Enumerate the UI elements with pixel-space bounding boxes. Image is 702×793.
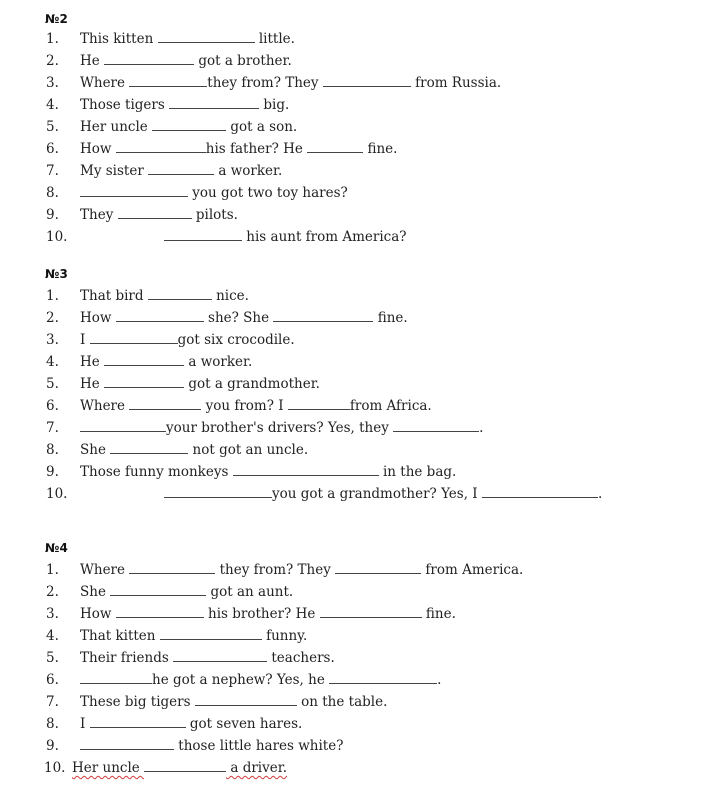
exercise-row <box>0 228 702 250</box>
answer-blank[interactable] <box>80 184 188 197</box>
item-text: He got a grandmother. <box>80 376 320 392</box>
answer-blank[interactable] <box>116 605 204 618</box>
item-number: 9. <box>46 464 59 480</box>
answer-blank[interactable] <box>273 309 373 322</box>
item-number: 10. <box>44 760 66 776</box>
item-text: I got six crocodile. <box>80 332 295 348</box>
item-number: 1. <box>46 288 59 304</box>
exercise-row <box>0 331 702 353</box>
item-text: She got an aunt. <box>80 584 294 600</box>
item-text: those little hares white? <box>80 737 343 755</box>
exercise-row <box>0 353 702 375</box>
answer-blank[interactable] <box>116 140 206 153</box>
item-text: Those funny monkeys in the bag. <box>80 464 457 480</box>
item-number: 10. <box>46 229 68 245</box>
item-number: 8. <box>46 716 59 732</box>
item-number: 8. <box>46 185 59 201</box>
item-text <box>72 759 287 777</box>
exercise-row <box>0 463 702 485</box>
exercise-row <box>0 118 702 140</box>
item-number: 4. <box>46 628 59 644</box>
item-number: 8. <box>46 442 59 458</box>
item-number: 6. <box>46 141 59 157</box>
item-text: he got a nephew? Yes, he . <box>80 671 441 689</box>
exercise-row <box>0 671 702 693</box>
item-text: These big tigers on the table. <box>80 694 388 710</box>
exercise-row <box>0 30 702 52</box>
exercise-row <box>0 309 702 331</box>
item-text: I got seven hares. <box>80 716 303 732</box>
answer-blank[interactable] <box>90 715 186 728</box>
answer-blank[interactable] <box>233 463 379 476</box>
answer-blank[interactable] <box>164 485 272 498</box>
exercise-row <box>0 140 702 162</box>
answer-blank[interactable] <box>335 561 421 574</box>
answer-blank[interactable] <box>129 397 201 410</box>
answer-blank[interactable] <box>129 74 207 87</box>
exercise-row <box>0 737 702 759</box>
item-number: 5. <box>46 119 59 135</box>
exercise-row <box>0 605 702 627</box>
exercise-row <box>0 583 702 605</box>
exercise-row <box>0 693 702 715</box>
item-text: How his father? He fine. <box>80 141 398 157</box>
exercise-row <box>0 715 702 737</box>
answer-blank[interactable] <box>329 671 437 684</box>
item-text: They pilots. <box>80 207 238 223</box>
answer-blank[interactable] <box>104 353 184 366</box>
item-number: 10. <box>46 486 68 502</box>
answer-blank[interactable] <box>393 419 479 432</box>
answer-blank[interactable] <box>288 397 350 410</box>
item-text: Those tigers big. <box>80 97 290 113</box>
exercise-row <box>0 206 702 228</box>
item-text: you got two toy hares? <box>80 184 348 202</box>
item-text: How his brother? He fine. <box>80 606 456 622</box>
item-text: your brother's drivers? Yes, they . <box>80 419 483 437</box>
answer-blank[interactable] <box>129 561 215 574</box>
answer-blank[interactable] <box>104 375 184 388</box>
answer-blank[interactable] <box>169 96 259 109</box>
answer-blank[interactable] <box>110 583 206 596</box>
answer-blank[interactable] <box>80 419 166 432</box>
item-number: 5. <box>46 376 59 392</box>
item-text: This kitten little. <box>80 31 295 47</box>
exercise-row <box>0 759 702 781</box>
exercise-row <box>0 561 702 583</box>
item-number: 2. <box>46 310 59 326</box>
answer-blank[interactable] <box>80 737 174 750</box>
item-text: How she? She fine. <box>80 310 408 326</box>
answer-blank[interactable] <box>80 671 152 684</box>
item-text: He a worker. <box>80 354 253 370</box>
exercise-row <box>0 184 702 206</box>
exercise-row <box>0 441 702 463</box>
exercise-row <box>0 74 702 96</box>
answer-blank[interactable] <box>158 30 255 43</box>
item-number: 4. <box>46 354 59 370</box>
item-text: you got a grandmother? Yes, I . <box>164 485 602 503</box>
exercise-row <box>0 162 702 184</box>
spellcheck-text: a driver. <box>226 760 287 776</box>
item-text: Where they from? They from America. <box>80 562 524 578</box>
item-text: He got a brother. <box>80 53 292 69</box>
item-number: 3. <box>46 332 59 348</box>
answer-blank[interactable] <box>323 74 411 87</box>
exercise-row <box>0 397 702 419</box>
answer-blank[interactable] <box>110 441 188 454</box>
answer-blank[interactable] <box>195 693 297 706</box>
spellcheck-text: Her uncle <box>72 760 145 776</box>
exercise-row <box>0 627 702 649</box>
answer-blank[interactable] <box>173 649 267 662</box>
section-title: №2 <box>45 12 68 26</box>
item-number: 6. <box>46 398 59 414</box>
item-text: That bird nice. <box>80 288 249 304</box>
item-number: 9. <box>46 207 59 223</box>
item-text: My sister a worker. <box>80 163 283 179</box>
item-text: Her uncle got a son. <box>80 119 298 135</box>
answer-blank[interactable] <box>90 331 178 344</box>
item-number: 2. <box>46 584 59 600</box>
item-number: 9. <box>46 738 59 754</box>
item-number: 1. <box>46 562 59 578</box>
item-number: 4. <box>46 97 59 113</box>
answer-blank[interactable] <box>160 627 262 640</box>
exercise-row <box>0 96 702 118</box>
answer-blank[interactable] <box>307 140 363 153</box>
item-number: 3. <box>46 606 59 622</box>
item-text: That kitten funny. <box>80 628 308 644</box>
section-title: №3 <box>45 267 68 281</box>
answer-blank[interactable] <box>482 485 598 498</box>
item-number: 2. <box>46 53 59 69</box>
answer-blank[interactable] <box>144 759 226 772</box>
section-title: №4 <box>45 541 68 555</box>
answer-blank[interactable] <box>164 228 242 241</box>
exercise-row <box>0 287 702 309</box>
item-text: Where they from? They from Russia. <box>80 75 502 91</box>
item-number: 7. <box>46 420 59 436</box>
answer-blank[interactable] <box>104 52 194 65</box>
item-text: She not got an uncle. <box>80 442 309 458</box>
exercise-row <box>0 52 702 74</box>
answer-blank[interactable] <box>148 287 212 300</box>
exercise-row <box>0 375 702 397</box>
item-number: 1. <box>46 31 59 47</box>
item-number: 6. <box>46 672 59 688</box>
answer-blank[interactable] <box>320 605 422 618</box>
answer-blank[interactable] <box>118 206 192 219</box>
answer-blank[interactable] <box>152 118 226 131</box>
item-number: 7. <box>46 163 59 179</box>
item-text: his aunt from America? <box>164 228 407 246</box>
answer-blank[interactable] <box>148 162 214 175</box>
item-number: 7. <box>46 694 59 710</box>
exercise-row <box>0 419 702 441</box>
answer-blank[interactable] <box>116 309 204 322</box>
item-text: Their friends teachers. <box>80 650 335 666</box>
exercise-row <box>0 485 702 507</box>
exercise-row <box>0 649 702 671</box>
item-number: 5. <box>46 650 59 666</box>
item-number: 3. <box>46 75 59 91</box>
item-text: Where you from? I from Africa. <box>80 398 432 414</box>
